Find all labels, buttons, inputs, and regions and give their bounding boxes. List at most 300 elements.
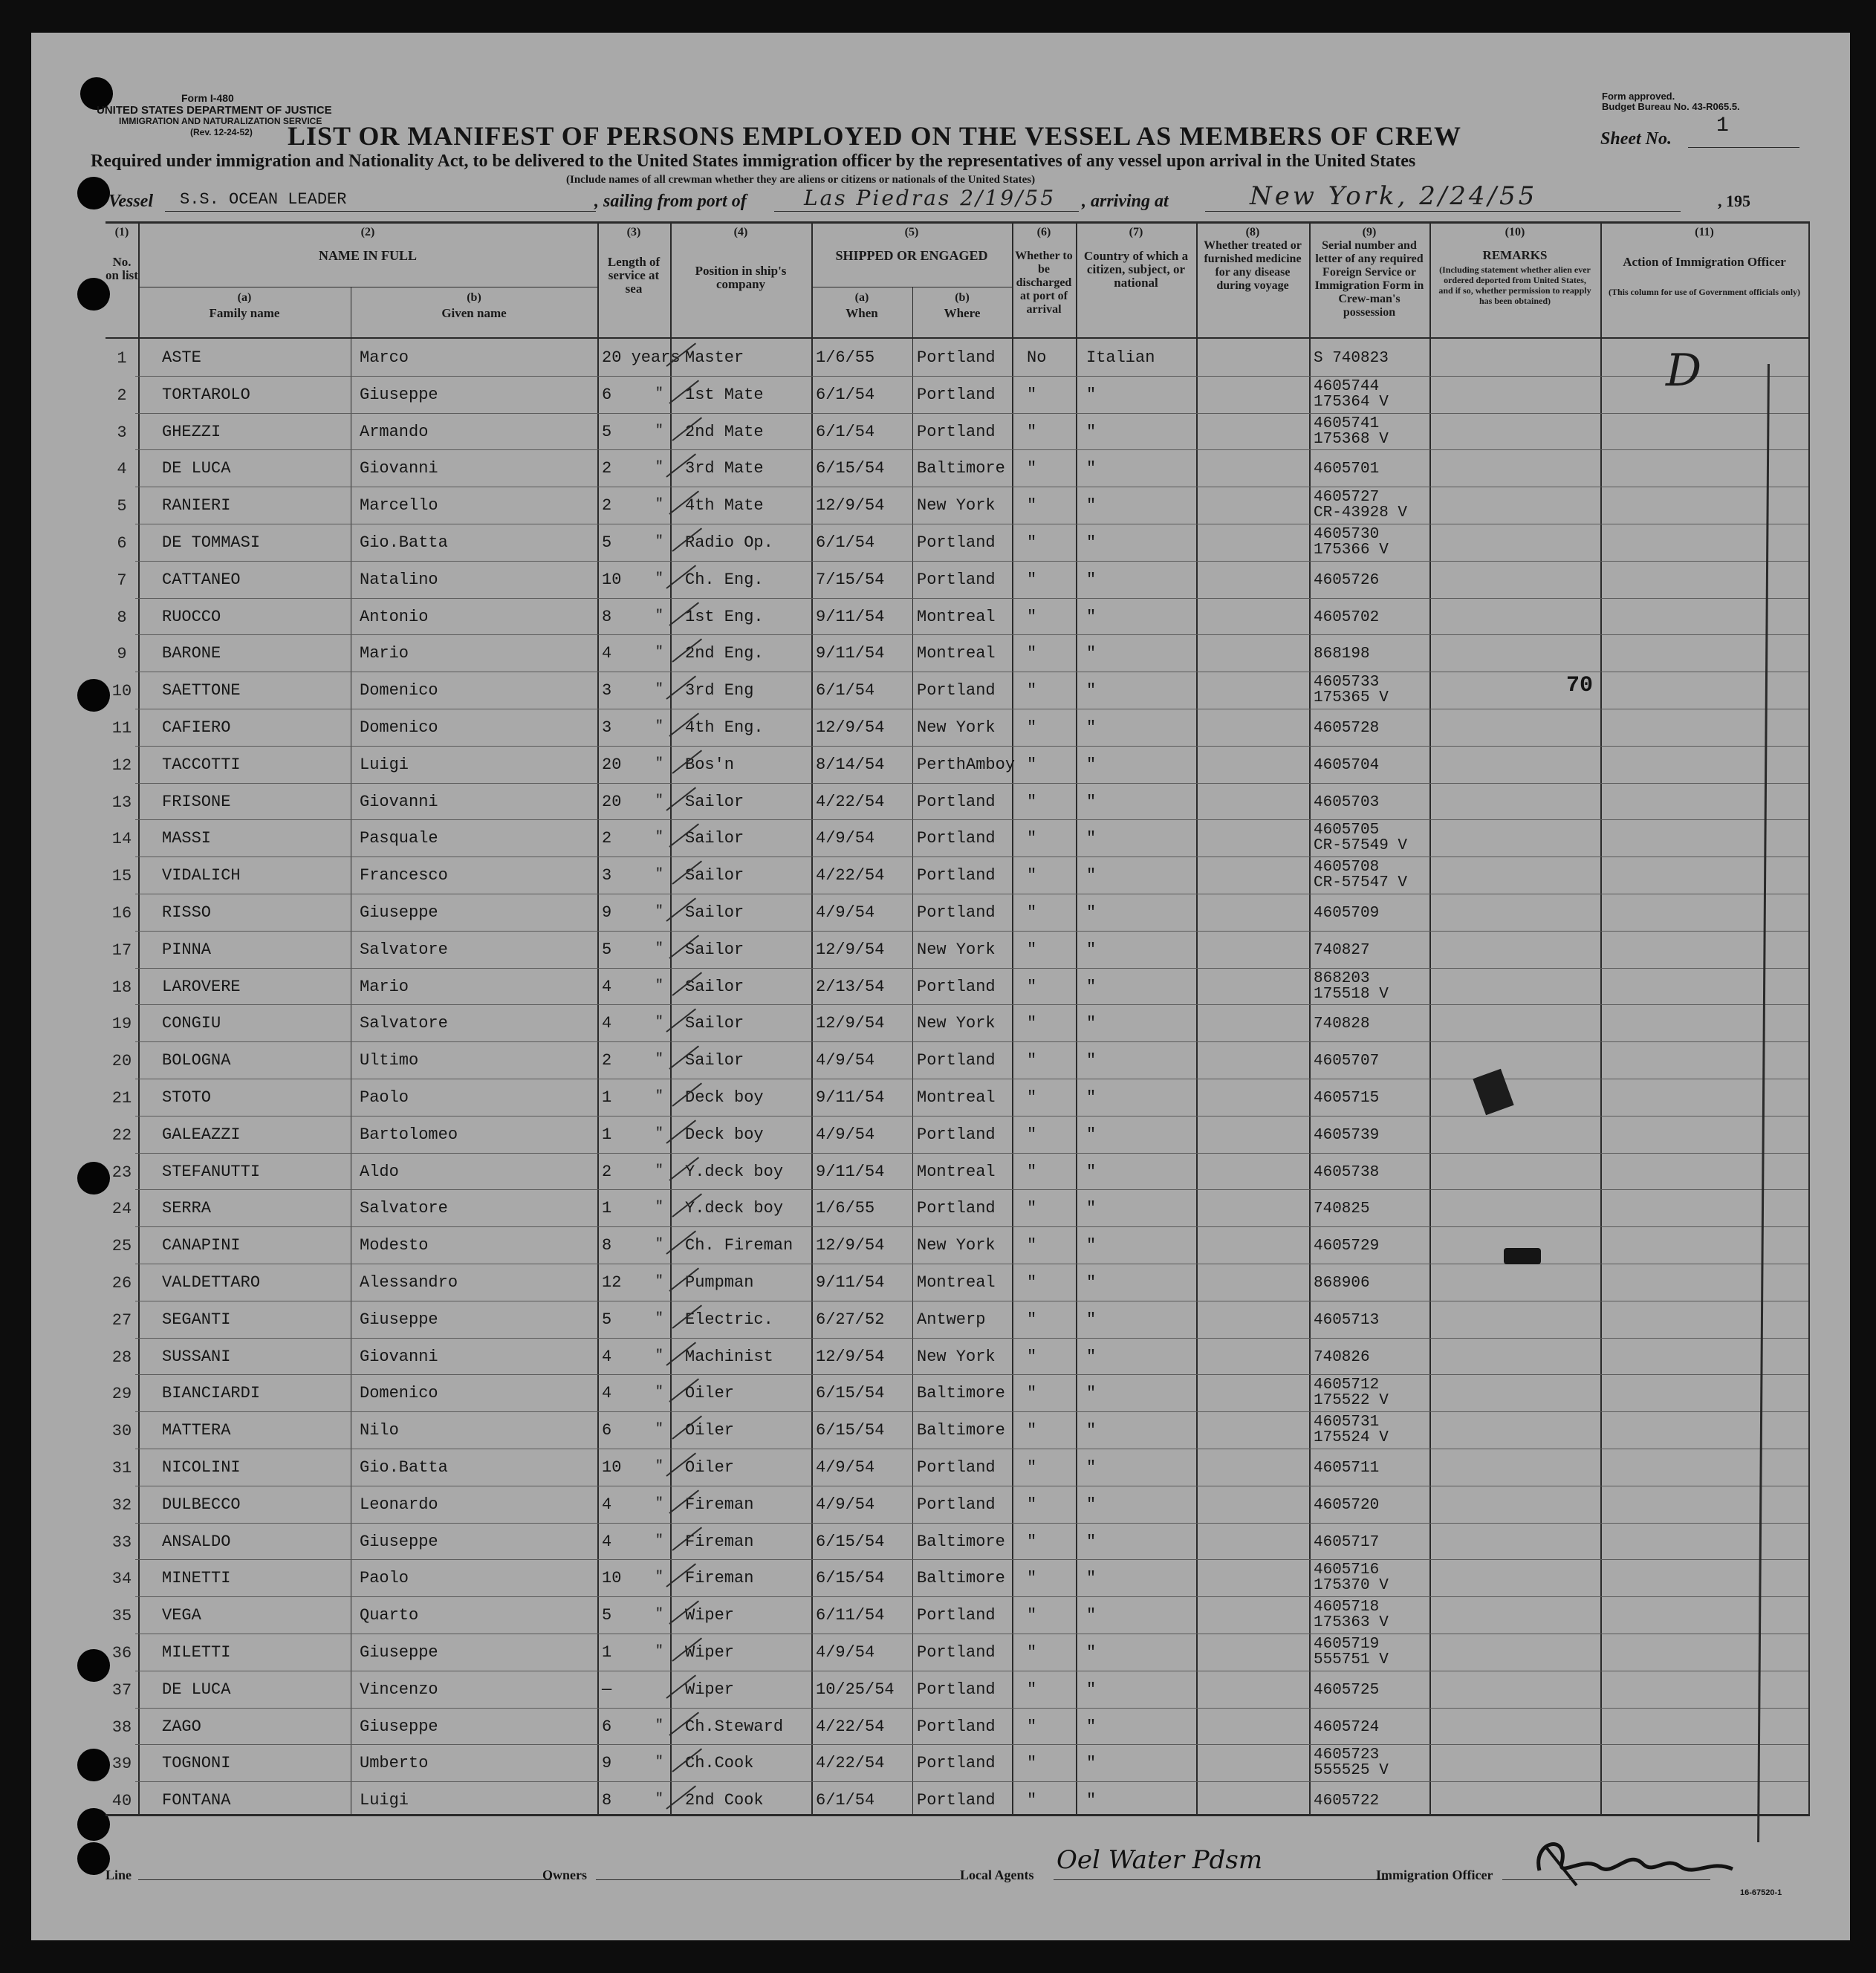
crew-when: 4/9/54 <box>816 1458 875 1477</box>
crew-when: 2/13/54 <box>816 977 885 996</box>
crew-family: CATTANEO <box>162 570 241 589</box>
crew-when: 4/9/54 <box>816 1125 875 1144</box>
crew-given: Giuseppe <box>360 1532 438 1551</box>
crew-position: Sailor <box>685 940 744 959</box>
crew-family: SUSSANI <box>162 1347 231 1366</box>
crew-discharged: " <box>1027 1014 1037 1033</box>
ditto-mark: " <box>655 1495 663 1511</box>
ditto-mark: " <box>655 1089 663 1104</box>
row-divider <box>135 1189 1808 1190</box>
crew-no: 24 <box>111 1200 132 1219</box>
crew-serial-secondary: 175363 V <box>1314 1614 1389 1632</box>
crew-given: Alessandro <box>360 1273 458 1292</box>
crew-when: 12/9/54 <box>816 718 885 737</box>
crew-position: Master <box>685 348 744 367</box>
ditto-mark: " <box>655 571 663 586</box>
ditto-mark: " <box>655 719 663 734</box>
row-divider <box>135 931 1808 932</box>
crew-service: 2 <box>602 1162 612 1181</box>
crew-where: Portland <box>917 1495 996 1514</box>
col2b-header: Given name <box>441 306 507 320</box>
crew-service: 4 <box>602 1347 612 1366</box>
crew-when: 6/1/54 <box>816 422 875 441</box>
crew-discharged: " <box>1027 1569 1037 1588</box>
crew-position: Wiper <box>685 1680 735 1699</box>
crew-position: 4th Mate <box>685 496 764 516</box>
crew-no: 5 <box>117 497 127 516</box>
crew-no: 20 <box>111 1052 132 1071</box>
row-divider <box>135 783 1808 784</box>
row-divider <box>135 819 1808 820</box>
form-number: Form I-480 <box>181 92 234 104</box>
ditto-mark: " <box>655 1125 663 1141</box>
crew-country: " <box>1086 792 1097 811</box>
crew-country: " <box>1086 977 1097 996</box>
crew-where: Portland <box>917 1717 996 1736</box>
crew-position: Wiper <box>685 1643 735 1662</box>
col9-header: Serial number and letter of any required Foreign Service or Immigration Form in Crew-man's possession <box>1314 239 1424 319</box>
ink-blot <box>1504 1248 1541 1264</box>
crew-given: Vincenzo <box>360 1680 438 1699</box>
crew-position: 1st Mate <box>685 385 764 404</box>
crew-country: " <box>1086 718 1097 737</box>
crew-serial: 4605713 <box>1314 1311 1380 1329</box>
col8-number: (8) <box>1245 226 1260 238</box>
crew-given: Gio.Batta <box>360 533 448 552</box>
crew-serial: 868906 <box>1314 1275 1370 1292</box>
crew-when: 8/14/54 <box>816 755 885 774</box>
crew-discharged: " <box>1027 903 1037 922</box>
crew-discharged: " <box>1027 422 1037 441</box>
crew-where: Portland <box>917 1125 996 1144</box>
ditto-mark: " <box>655 1792 663 1807</box>
crew-serial-secondary: 175364 V <box>1314 393 1389 411</box>
col5-header: SHIPPED OR ENGAGED <box>835 248 988 263</box>
crew-country: " <box>1086 1162 1097 1181</box>
crew-when: 6/15/54 <box>816 459 885 478</box>
crew-service: 3 <box>602 681 612 701</box>
crew-family: DULBECCO <box>162 1495 241 1514</box>
crew-family: TOGNONI <box>162 1754 231 1773</box>
crew-no: 21 <box>111 1089 132 1108</box>
crew-country: " <box>1086 829 1097 848</box>
col11-header: Action of Immigration Officer <box>1623 255 1786 269</box>
crew-country: " <box>1086 570 1097 589</box>
col11-number: (11) <box>1695 226 1714 238</box>
year-suffix: , 195 <box>1718 192 1750 210</box>
row-divider <box>135 1708 1808 1709</box>
footer-line-label: Line <box>106 1868 132 1882</box>
crew-where: New York <box>917 496 996 516</box>
row-divider <box>135 968 1808 969</box>
crew-service: 6 <box>602 1421 612 1440</box>
crew-serial-secondary: 555525 V <box>1314 1762 1389 1780</box>
crew-given: Quarto <box>360 1606 419 1625</box>
crew-family: ASTE <box>162 348 201 367</box>
col10-subheader: (Including statement whether alien ever ordered deported from United States, and if so, whether permission to reapply has been obtained) <box>1438 264 1591 306</box>
crew-family: RISSO <box>162 903 212 922</box>
crew-given: Paolo <box>360 1569 409 1588</box>
crew-no: 25 <box>111 1237 132 1256</box>
col2a-header: Family name <box>209 306 280 320</box>
crew-where: Portland <box>917 1458 996 1477</box>
crew-country: " <box>1086 1199 1097 1218</box>
crew-serial: 4605705 <box>1314 822 1380 839</box>
crew-family: CANAPINI <box>162 1236 241 1255</box>
crew-service: 2 <box>602 1051 612 1070</box>
ditto-mark: " <box>655 1717 663 1733</box>
crew-serial: 4605719 <box>1314 1636 1380 1653</box>
footer-code: 16-67520-1 <box>1740 1888 1782 1897</box>
crew-serial-secondary: 175370 V <box>1314 1577 1389 1595</box>
crew-serial: 4605704 <box>1314 756 1380 774</box>
crew-no: 40 <box>111 1792 132 1811</box>
crew-serial: 4605738 <box>1314 1163 1380 1181</box>
row-divider <box>135 1744 1808 1745</box>
crew-country: " <box>1086 496 1097 516</box>
row-divider <box>135 449 1808 450</box>
crew-where: Portland <box>917 1643 996 1662</box>
crew-discharged: " <box>1027 1310 1037 1329</box>
crew-no: 14 <box>111 830 132 849</box>
crew-no: 7 <box>117 571 127 590</box>
vessel-name: S.S. OCEAN LEADER <box>180 190 347 209</box>
col2-header: NAME IN FULL <box>318 248 417 263</box>
crew-when: 4/9/54 <box>816 1495 875 1514</box>
crew-given: Ultimo <box>360 1051 419 1070</box>
crew-given: Salvatore <box>360 1014 448 1033</box>
crew-position: Sailor <box>685 866 744 885</box>
row-divider <box>135 376 1808 377</box>
crew-given: Salvatore <box>360 1199 448 1218</box>
crew-position: Sailor <box>685 977 744 996</box>
crew-discharged: " <box>1027 681 1037 701</box>
crew-service: 8 <box>602 1236 612 1255</box>
crew-country: " <box>1086 1495 1097 1514</box>
crew-position: Sailor <box>685 792 744 811</box>
col8-header: Whether treated or furnished medicine for any disease during voyage <box>1204 239 1302 292</box>
ditto-mark: " <box>655 940 663 956</box>
crew-where: Montreal <box>917 1162 996 1181</box>
crew-service: 20 <box>602 755 622 774</box>
crew-service: 10 <box>602 1458 622 1477</box>
ditto-mark: " <box>655 1310 663 1326</box>
crew-no: 19 <box>111 1015 132 1034</box>
crew-no: 32 <box>111 1495 132 1515</box>
crew-service: 9 <box>602 903 612 922</box>
ditto-mark: " <box>655 1274 663 1289</box>
crew-discharged: " <box>1027 1273 1037 1292</box>
crew-position: Wiper <box>685 1606 735 1625</box>
crew-where: New York <box>917 940 996 959</box>
crew-given: Modesto <box>360 1236 429 1255</box>
crew-serial: 4605703 <box>1314 793 1380 811</box>
crew-given: Francesco <box>360 866 448 885</box>
crew-given: Nilo <box>360 1421 399 1440</box>
crew-no: 34 <box>111 1570 132 1589</box>
row-divider <box>135 1041 1808 1042</box>
crew-position: Pumpman <box>685 1273 754 1292</box>
crew-where: Baltimore <box>917 459 1005 478</box>
crew-given: Gio.Batta <box>360 1458 448 1477</box>
ditto-mark: " <box>655 534 663 549</box>
row-divider <box>135 1338 1808 1339</box>
crew-position: Y.deck boy <box>685 1199 784 1218</box>
crew-family: CAFIERO <box>162 718 231 737</box>
punch-hole <box>77 278 110 311</box>
crew-given: Giovanni <box>360 792 438 811</box>
crew-serial: 4605730 <box>1314 526 1380 543</box>
crew-where: Portland <box>917 385 996 404</box>
crew-given: Salvatore <box>360 940 448 959</box>
crew-position: Sailor <box>685 829 744 848</box>
crew-discharged: " <box>1027 385 1037 404</box>
crew-serial: 4605724 <box>1314 1718 1380 1736</box>
crew-given: Giuseppe <box>360 1717 438 1736</box>
crew-position: 1st Eng. <box>685 607 764 626</box>
crew-family: STEFANUTTI <box>162 1162 261 1181</box>
crew-no: 12 <box>111 755 132 775</box>
crew-family: SAETTONE <box>162 681 241 701</box>
crew-family: SERRA <box>162 1199 212 1218</box>
crew-no: 10 <box>111 682 132 701</box>
crew-when: 6/1/54 <box>816 1791 875 1810</box>
crew-where: Portland <box>917 977 996 996</box>
row-divider <box>135 1411 1808 1412</box>
crew-when: 9/11/54 <box>816 1088 885 1107</box>
crew-country: " <box>1086 903 1097 922</box>
crew-country: " <box>1086 459 1097 478</box>
crew-discharged: " <box>1027 1051 1037 1070</box>
crew-family: BIANCIARDI <box>162 1384 261 1403</box>
crew-position: Y.deck boy <box>685 1162 784 1181</box>
col2b-number: (b) <box>467 291 481 304</box>
crew-family: ANSALDO <box>162 1532 231 1551</box>
row-divider <box>135 1374 1808 1375</box>
ink-scribble <box>1473 1069 1513 1116</box>
crew-position: 2nd Mate <box>685 422 764 441</box>
crew-serial: 740828 <box>1314 1015 1370 1033</box>
crew-serial-secondary: 175522 V <box>1314 1392 1389 1410</box>
crew-country: " <box>1086 1680 1097 1699</box>
crew-serial: 4605729 <box>1314 1238 1380 1255</box>
col5a-number: (a) <box>854 291 869 304</box>
crew-when: 12/9/54 <box>816 1347 885 1366</box>
crew-family: LAROVERE <box>162 977 241 996</box>
crew-given: Giuseppe <box>360 903 438 922</box>
row-divider <box>135 746 1808 747</box>
sailing-label: , sailing from port of <box>594 192 747 211</box>
crew-where: Portland <box>917 533 996 552</box>
crew-no: 39 <box>111 1755 132 1774</box>
crew-family: MINETTI <box>162 1569 231 1588</box>
crew-discharged: " <box>1027 1421 1037 1440</box>
ditto-mark: " <box>655 830 663 845</box>
ditto-mark: " <box>655 1459 663 1474</box>
crew-serial: 4605717 <box>1314 1533 1380 1551</box>
crew-where: Baltimore <box>917 1569 1005 1588</box>
officer-signature <box>1517 1826 1740 1893</box>
crew-position: Fireman <box>685 1495 754 1514</box>
crew-where: Portland <box>917 681 996 701</box>
ditto-mark: " <box>655 1755 663 1770</box>
crew-family: TACCOTTI <box>162 755 241 774</box>
crew-where: Montreal <box>917 1273 996 1292</box>
crew-country: " <box>1086 1088 1097 1107</box>
crew-discharged: " <box>1027 1717 1037 1736</box>
crew-position: 3rd Mate <box>685 459 764 478</box>
crew-serial: 740825 <box>1314 1200 1370 1218</box>
crew-discharged: " <box>1027 718 1037 737</box>
crew-country: " <box>1086 533 1097 552</box>
crew-family: RUOCCO <box>162 607 221 626</box>
crew-discharged: " <box>1027 792 1037 811</box>
crew-discharged: " <box>1027 1495 1037 1514</box>
ditto-mark: " <box>655 978 663 993</box>
remark-mark: 70 <box>1566 673 1594 698</box>
crew-when: 6/1/54 <box>816 533 875 552</box>
row-divider <box>135 561 1808 562</box>
crew-given: Mario <box>360 644 409 663</box>
crew-where: Portland <box>917 1199 996 1218</box>
crew-where: Montreal <box>917 644 996 663</box>
crew-family: FONTANA <box>162 1791 231 1810</box>
col4-number: (4) <box>733 226 748 238</box>
crew-where: Portland <box>917 866 996 885</box>
crew-country: " <box>1086 1458 1097 1477</box>
crew-given: Leonardo <box>360 1495 438 1514</box>
crew-when: 12/9/54 <box>816 1236 885 1255</box>
crew-discharged: " <box>1027 1236 1037 1255</box>
crew-serial-secondary: 175365 V <box>1314 689 1389 707</box>
crew-serial: 4605718 <box>1314 1599 1380 1616</box>
row-divider <box>135 634 1808 635</box>
crew-serial: 4605701 <box>1314 461 1380 478</box>
crew-serial: 740827 <box>1314 941 1370 959</box>
col6-number: (6) <box>1036 226 1051 238</box>
crew-family: BARONE <box>162 644 221 663</box>
col9-number: (9) <box>1362 226 1377 238</box>
crew-service: 8 <box>602 607 612 626</box>
crew-position: 4th Eng. <box>685 718 764 737</box>
crew-serial: 4605739 <box>1314 1126 1380 1144</box>
crew-country: " <box>1086 385 1097 404</box>
crew-serial: 4605727 <box>1314 489 1380 507</box>
sheet-label: Sheet No. <box>1600 129 1672 149</box>
crew-serial-secondary: 175368 V <box>1314 430 1389 448</box>
crew-given: Domenico <box>360 681 438 701</box>
crew-where: New York <box>917 1236 996 1255</box>
ditto-mark: " <box>655 1422 663 1437</box>
crew-serial-secondary: 175518 V <box>1314 985 1389 1003</box>
crew-position: Machinist <box>685 1347 773 1366</box>
crew-no: 31 <box>111 1459 132 1478</box>
footer-agents-label: Local Agents <box>960 1868 1034 1882</box>
crew-no: 15 <box>111 867 132 886</box>
crew-when: 4/22/54 <box>816 866 885 885</box>
crew-no: 30 <box>111 1422 132 1441</box>
crew-country: " <box>1086 1051 1097 1070</box>
crew-country: " <box>1086 1569 1097 1588</box>
crew-no: 38 <box>111 1717 132 1737</box>
ditto-mark: " <box>655 682 663 698</box>
ditto-mark: " <box>655 1385 663 1400</box>
crew-when: 4/9/54 <box>816 1051 875 1070</box>
crew-discharged: " <box>1027 496 1037 516</box>
crew-serial: 4605733 <box>1314 674 1380 692</box>
crew-given: Domenico <box>360 1384 438 1403</box>
crew-serial-secondary: 175366 V <box>1314 542 1389 559</box>
ditto-mark: " <box>655 1570 663 1585</box>
crew-serial: 740826 <box>1314 1348 1370 1366</box>
crew-given: Giuseppe <box>360 1310 438 1329</box>
ditto-mark: " <box>655 1200 663 1215</box>
crew-service: 4 <box>602 1014 612 1033</box>
crew-position: Sailor <box>685 903 744 922</box>
crew-country: " <box>1086 681 1097 701</box>
crew-family: SEGANTI <box>162 1310 231 1329</box>
crew-discharged: " <box>1027 1791 1037 1810</box>
crew-where: PerthAmboy <box>917 755 1016 774</box>
row-divider <box>135 1596 1808 1597</box>
crew-given: Armando <box>360 422 429 441</box>
crew-no: 8 <box>117 608 127 627</box>
crew-country: " <box>1086 1421 1097 1440</box>
crew-serial-secondary: 555751 V <box>1314 1651 1389 1668</box>
crew-note: (Include names of all crewman whether they are aliens or citizens or nationals of the United States) <box>566 174 1036 186</box>
revision: (Rev. 12-24-52) <box>190 127 253 137</box>
subtitle: Required under immigration and Nationality Act, to be delivered to the United States immigration officer by the representatives of any vessel upon arrival in the United States <box>91 152 1416 171</box>
crew-country: " <box>1086 644 1097 663</box>
col4-header: Position in ship's company <box>695 264 787 291</box>
crew-position: Electric. <box>685 1310 773 1329</box>
crew-no: 27 <box>111 1310 132 1330</box>
crew-where: Portland <box>917 1051 996 1070</box>
crew-family: CONGIU <box>162 1014 221 1033</box>
crew-serial: 4605720 <box>1314 1496 1380 1514</box>
crew-service: 20 years <box>602 348 681 367</box>
col10-header: REMARKS <box>1482 248 1548 262</box>
crew-where: Portland <box>917 570 996 589</box>
col3-header: Length of service at sea <box>607 255 661 296</box>
crew-serial: 868198 <box>1314 646 1370 663</box>
crew-position: Sailor <box>685 1051 744 1070</box>
footer-owners-label: Owners <box>542 1868 587 1882</box>
row-divider <box>135 413 1808 414</box>
crew-no: 13 <box>111 793 132 812</box>
crew-no: 16 <box>111 904 132 923</box>
crew-position: 3rd Eng <box>685 681 754 701</box>
crew-where: Portland <box>917 348 996 367</box>
crew-no: 2 <box>117 386 127 405</box>
crew-serial: S 740823 <box>1314 350 1389 367</box>
crew-serial-secondary: CR-43928 V <box>1314 504 1408 522</box>
crew-family: NICOLINI <box>162 1458 241 1477</box>
arriving-label: , arriving at <box>1082 192 1169 211</box>
crew-when: 4/22/54 <box>816 792 885 811</box>
crew-service: 20 <box>602 792 622 811</box>
crew-family: VIDALICH <box>162 866 241 885</box>
ditto-mark: " <box>655 1532 663 1548</box>
crew-country: " <box>1086 866 1097 885</box>
crew-when: 6/15/54 <box>816 1421 885 1440</box>
crew-serial-secondary: CR-57547 V <box>1314 874 1408 892</box>
crew-discharged: " <box>1027 1088 1037 1107</box>
crew-given: Marco <box>360 348 409 367</box>
crew-given: Luigi <box>360 755 409 774</box>
crew-position: Oiler <box>685 1458 735 1477</box>
crew-country: " <box>1086 422 1097 441</box>
